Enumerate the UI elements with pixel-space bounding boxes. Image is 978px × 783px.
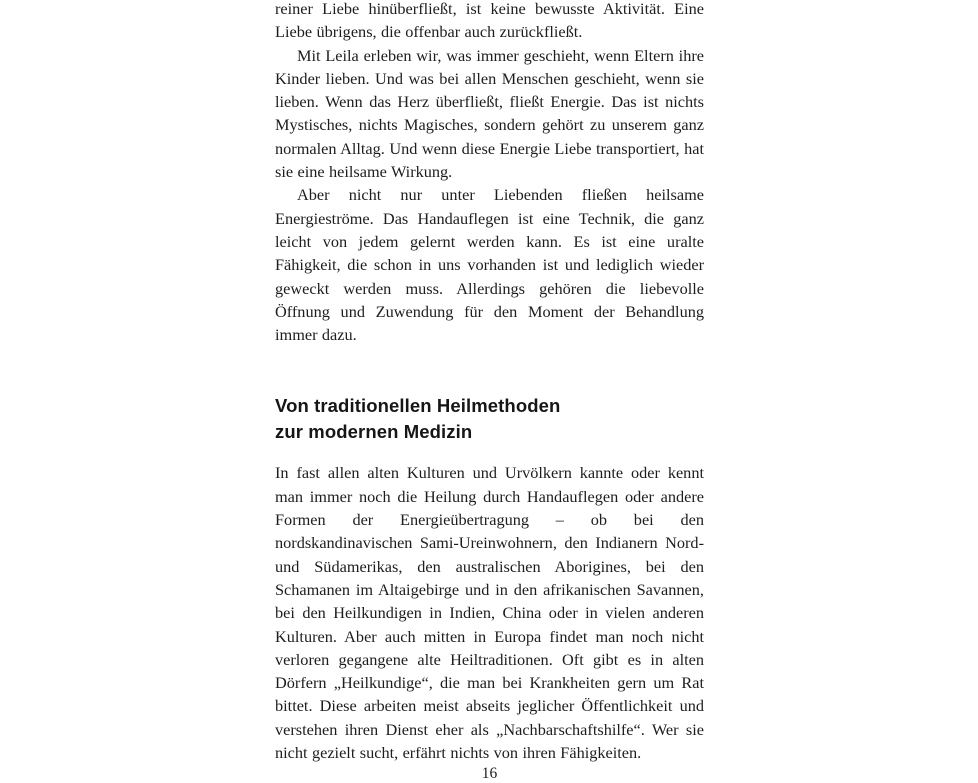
section-heading-line1: Von traditionellen Heilmethoden bbox=[275, 395, 561, 417]
text-column bbox=[275, 0, 704, 764]
section-heading-line2: zur modernen Medizin bbox=[275, 421, 473, 443]
paragraph-leila: Mit Leila erleben wir, was immer geschieht, wenn Eltern ihre Kinder lieben. Und was bei allen Menschen geschieht, wenn sie lieben. Wenn das Herz überfließt, fließt Energie. Das ist nichts Mystisches, nichts Magisches, sondern gehört zu unserem ganz normalen Alltag. Und wenn diese Energie Liebe transportiert, hat sie eine heilsame Wirkung. bbox=[275, 45, 704, 182]
paragraph-continuation: reiner Liebe hinüberfließt, ist keine bewusste Aktivität. Eine Liebe übrigens, die offenbar auch zurückfließt. bbox=[275, 0, 704, 42]
paragraph-energiestroeme: Aber nicht nur unter Liebenden fließen heilsame Energieströme. Das Handauflegen ist eine Technik, die ganz leicht von jedem gelernt werden kann. Es ist eine uralte Fähigkeit, die schon in uns vorhanden ist und lediglich wieder geweckt werden muss. Allerdings gehören die liebevolle Öffnung und Zuwendung für den Moment der Behandlung immer dazu. bbox=[275, 185, 704, 345]
page-number: 16 bbox=[481, 765, 498, 782]
section-heading bbox=[275, 393, 704, 445]
paragraph-traditions: In fast allen alten Kulturen und Urvölkern kannte oder kennt man immer noch die Heilung durch Handauflegen oder andere Formen der Energieübertragung – ob bei den nordskandinavischen Sami-Ureinwohnern, den Indianern Nord- und Südamerikas, den australischen Aborigines, bei den Schamanen im Altaigebirge und in den afrikanischen Savannen, bei den Heilkundigen in Indien, China oder in vielen anderen Kulturen. Aber auch mitten in Europa findet man noch nicht verloren gegangene alte Heiltraditionen. Oft gibt es in alten Dörfern „Heilkundige“, die man bei Krankheiten gern um Rat bittet. Diese arbeiten meist abseits jeglicher Öffentlichkeit und verstehen ihren Dienst eher als „Nachbarschaftshilfe“. Wer sie nicht gezielt sucht, erfährt nichts von ihren Fähigkeiten. bbox=[275, 463, 704, 763]
